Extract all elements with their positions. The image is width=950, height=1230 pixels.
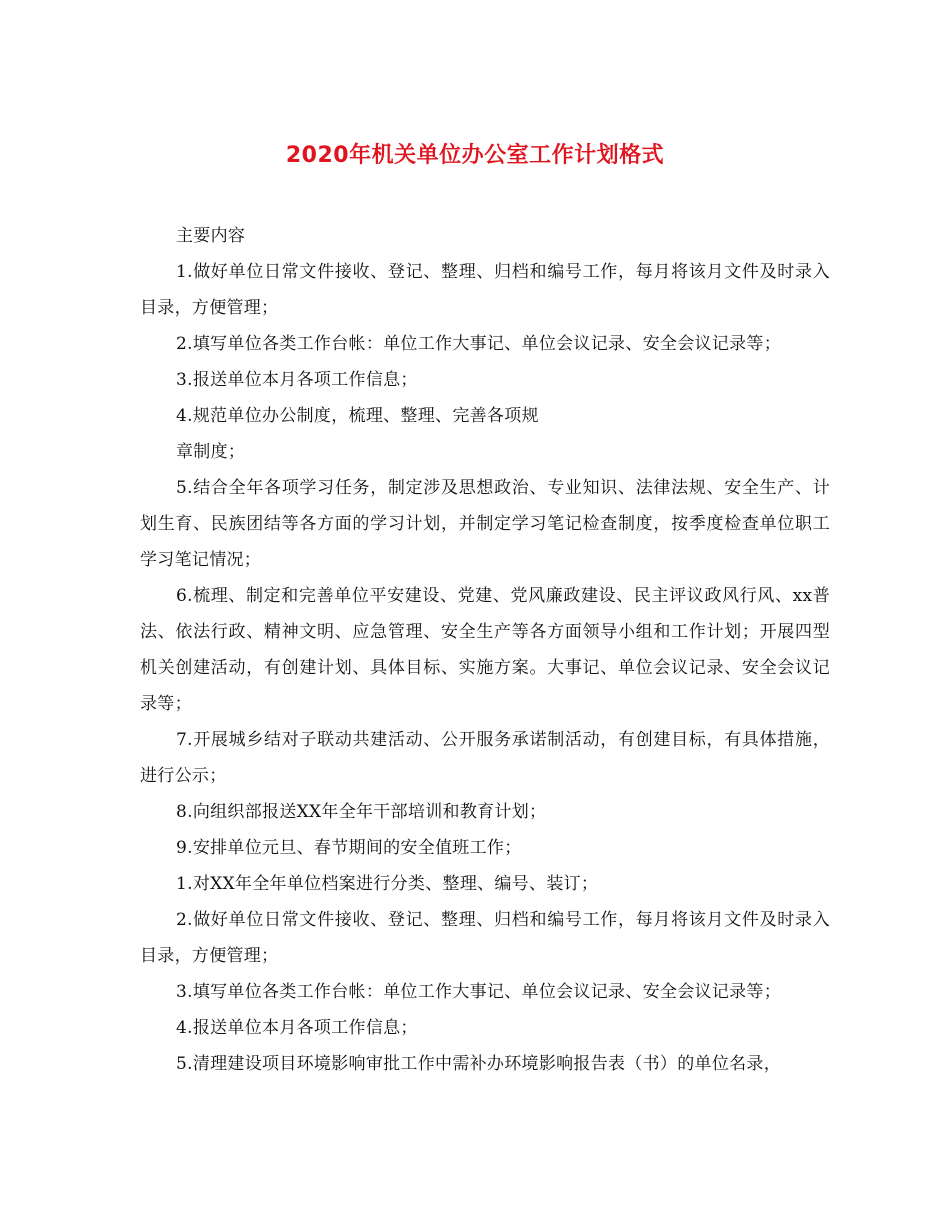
paragraph: 5.结合全年各项学习任务，制定涉及思想政治、专业知识、法律法规、安全生产、计划生育、民族团结等各方面的学习计划，并制定学习笔记检查制度，按季度检查单位职工学习笔记情况； [140,478,830,570]
paragraph: 3.报送单位本月各项工作信息； [176,370,418,390]
document-title: 2020年机关单位办公室工作计划格式 [285,143,665,168]
paragraph: 4.报送单位本月各项工作信息； [176,1018,418,1038]
paragraph: 3.填写单位各类工作台帐：单位工作大事记、单位会议记录、安全会议记录等； [176,982,782,1002]
paragraph: 2.做好单位日常文件接收、登记、整理、归档和编号工作，每月将该月文件及时录入目录，方便管理； [140,910,830,966]
paragraph: 1.做好单位日常文件接收、登记、整理、归档和编号工作，每月将该月文件及时录入目录，方便管理； [140,262,830,318]
paragraph: 1.对XX年全年单位档案进行分类、整理、编号、装订； [176,874,599,894]
paragraph: 4.规范单位办公制度，梳理、整理、完善各项规 [176,406,539,426]
paragraph: 8.向组织部报送XX年全年干部培训和教育计划； [176,802,547,822]
paragraph: 5.清理建设项目环境影响审批工作中需补办环境影响报告表（书）的单位名录， [176,1054,782,1074]
paragraph: 6.梳理、制定和完善单位平安建设、党建、党风廉政建设、民主评议政风行风、xx普法、依法行政、精神文明、应急管理、安全生产等各方面领导小组和工作计划；开展四型机关创建活动，有创建计划、具体目标、实施方案。大事记、单位会议记录、安全会议记录等； [140,586,830,714]
paragraph: 主要内容 [176,226,246,246]
paragraph: 7.开展城乡结对子联动共建活动、公开服务承诺制活动，有创建目标，有具体措施，进行公示； [140,730,830,786]
paragraph: 章制度； [176,442,246,462]
document-body [140,218,830,1082]
paragraph: 2.填写单位各类工作台帐：单位工作大事记、单位会议记录、安全会议记录等； [176,334,782,354]
paragraph: 9.安排单位元旦、春节期间的安全值班工作； [176,838,522,858]
